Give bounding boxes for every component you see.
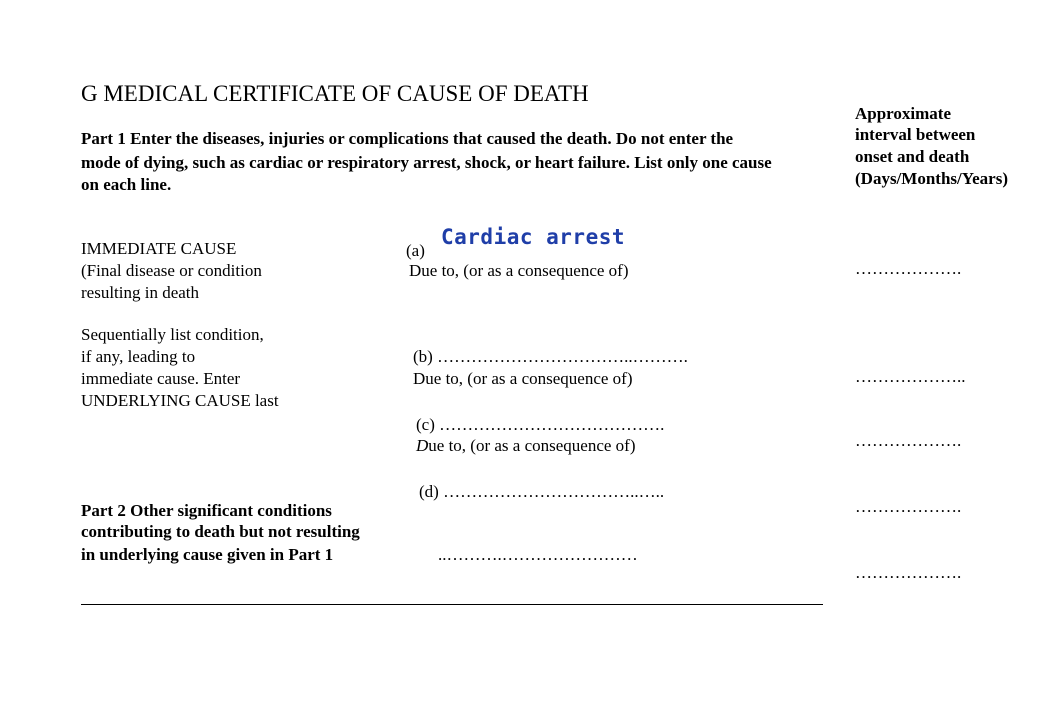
sequential-line: if any, leading to bbox=[81, 347, 196, 366]
interval-header-line: Approximate bbox=[855, 104, 952, 123]
immediate-cause-line: (Final disease or condition bbox=[81, 261, 262, 280]
part2-field[interactable]: ..……….…………………… bbox=[438, 545, 638, 564]
immediate-cause-line: resulting in death bbox=[81, 283, 200, 302]
sequential-line: Sequentially list condition, bbox=[81, 325, 264, 344]
interval-d-field[interactable]: ………………. bbox=[855, 497, 962, 516]
cause-c-due-rest: ue to, (or as a consequence of) bbox=[428, 436, 636, 455]
interval-header-line: interval between bbox=[855, 125, 976, 144]
page-title: G MEDICAL CERTIFICATE OF CAUSE OF DEATH bbox=[81, 81, 589, 106]
cause-a-label: (a) bbox=[406, 241, 425, 260]
interval-header-line: onset and death bbox=[855, 147, 970, 166]
part2-line: Part 2 Other significant conditions bbox=[81, 501, 332, 520]
part1-line: Part 1 Enter the diseases, injuries or complications that caused the death. Do not enter the bbox=[81, 129, 734, 148]
interval-c-field[interactable]: ………………. bbox=[855, 431, 962, 450]
immediate-cause-line: IMMEDIATE CAUSE bbox=[81, 239, 237, 258]
cause-c-due-to bbox=[416, 435, 636, 457]
cause-b-due-to: Due to, (or as a consequence of) bbox=[413, 369, 633, 388]
bottom-divider bbox=[81, 604, 823, 605]
cause-c-due-initial: D bbox=[416, 436, 429, 455]
part1-line: on each line. bbox=[81, 175, 172, 194]
cause-c-field[interactable]: (c) …………………………………. bbox=[416, 415, 665, 434]
part2-line: in underlying cause given in Part 1 bbox=[81, 545, 334, 564]
interval-b-field[interactable]: ……………….. bbox=[855, 367, 966, 386]
part1-line: mode of dying, such as cardiac or respiratory arrest, shock, or heart failure. List only one cause bbox=[81, 153, 772, 172]
interval-header-line: (Days/Months/Years) bbox=[855, 169, 1008, 188]
interval-part2-field[interactable]: ………………. bbox=[855, 563, 962, 582]
cause-a-due-to: Due to, (or as a consequence of) bbox=[409, 261, 629, 280]
sequential-line: immediate cause. Enter bbox=[81, 369, 241, 388]
cause-b-field[interactable]: (b) ……………………………..………. bbox=[413, 347, 688, 366]
part2-line: contributing to death but not resulting bbox=[81, 522, 360, 541]
interval-a-field[interactable]: ………………. bbox=[855, 259, 962, 278]
sequential-line: UNDERLYING CAUSE last bbox=[81, 391, 279, 410]
cause-d-field[interactable]: (d) ……………………………..….. bbox=[419, 482, 665, 501]
cause-a-field[interactable]: Cardiac arrest bbox=[441, 225, 626, 249]
